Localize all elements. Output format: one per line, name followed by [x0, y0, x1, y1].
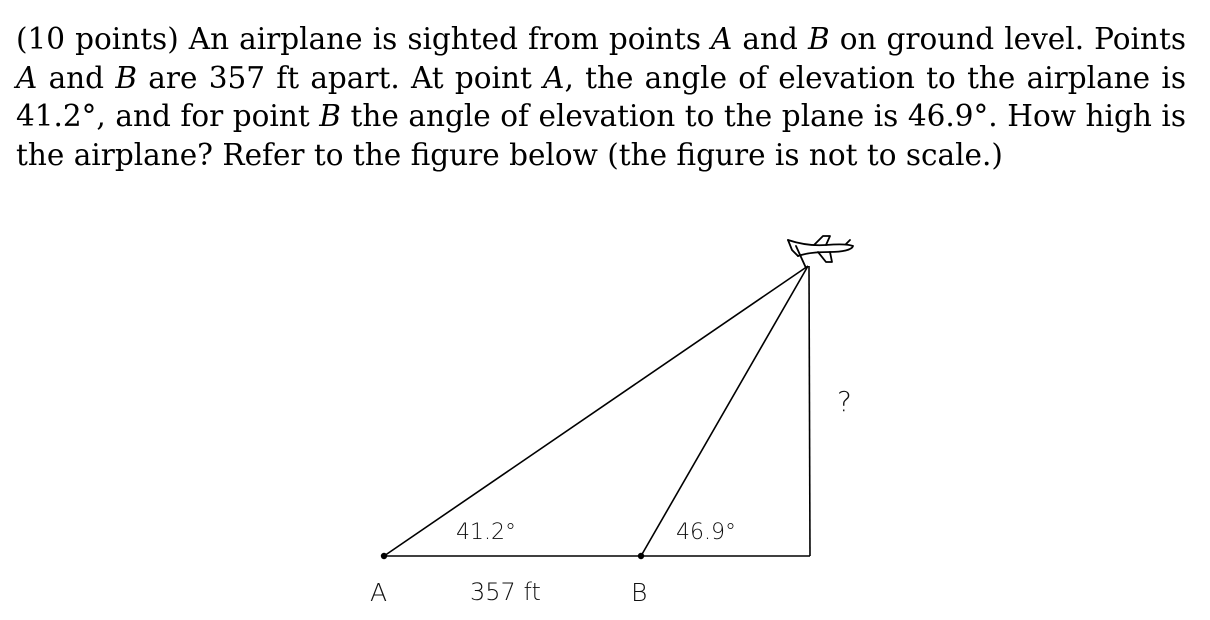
- point-a-dot: [381, 553, 387, 559]
- problem-text-segment: and: [37, 60, 116, 95]
- problem-prefix: (10 points) An airplane is sighted from points: [16, 22, 712, 56]
- problem-text-segment: on ground level. Points: [829, 22, 1186, 56]
- variable-b: B: [115, 60, 138, 95]
- variable-b: B: [319, 99, 341, 133]
- problem-text-segment: are 357 ft apart. At point: [137, 60, 544, 95]
- angle-a-label: 41.2°: [456, 520, 516, 545]
- height-unknown-label: ?: [837, 385, 852, 418]
- variable-a: A: [16, 60, 38, 95]
- point-a-label: A: [370, 578, 388, 607]
- distance-label: 357 ft: [470, 578, 541, 606]
- variable-a: A: [711, 22, 733, 56]
- angle-b-label: 46.9°: [676, 520, 736, 545]
- problem-text-segment: the angle of elevation to the plane is 46.9°. How high is the airplane? Refer to the figure below (the figure is not to scale.): [16, 99, 1186, 172]
- variable-b: B: [807, 22, 830, 56]
- sight-line-a: [384, 266, 808, 556]
- airplane-icon: [788, 236, 853, 268]
- problem-text-segment: , the angle of elevation to the airplane is 41.2°, and for point: [16, 60, 1186, 133]
- sight-line-b: [641, 266, 808, 556]
- altitude-line: [809, 266, 810, 556]
- point-b-dot: [638, 553, 644, 559]
- problem-text-segment: and: [732, 22, 808, 56]
- point-b-label: B: [631, 578, 648, 607]
- variable-a: A: [543, 60, 565, 95]
